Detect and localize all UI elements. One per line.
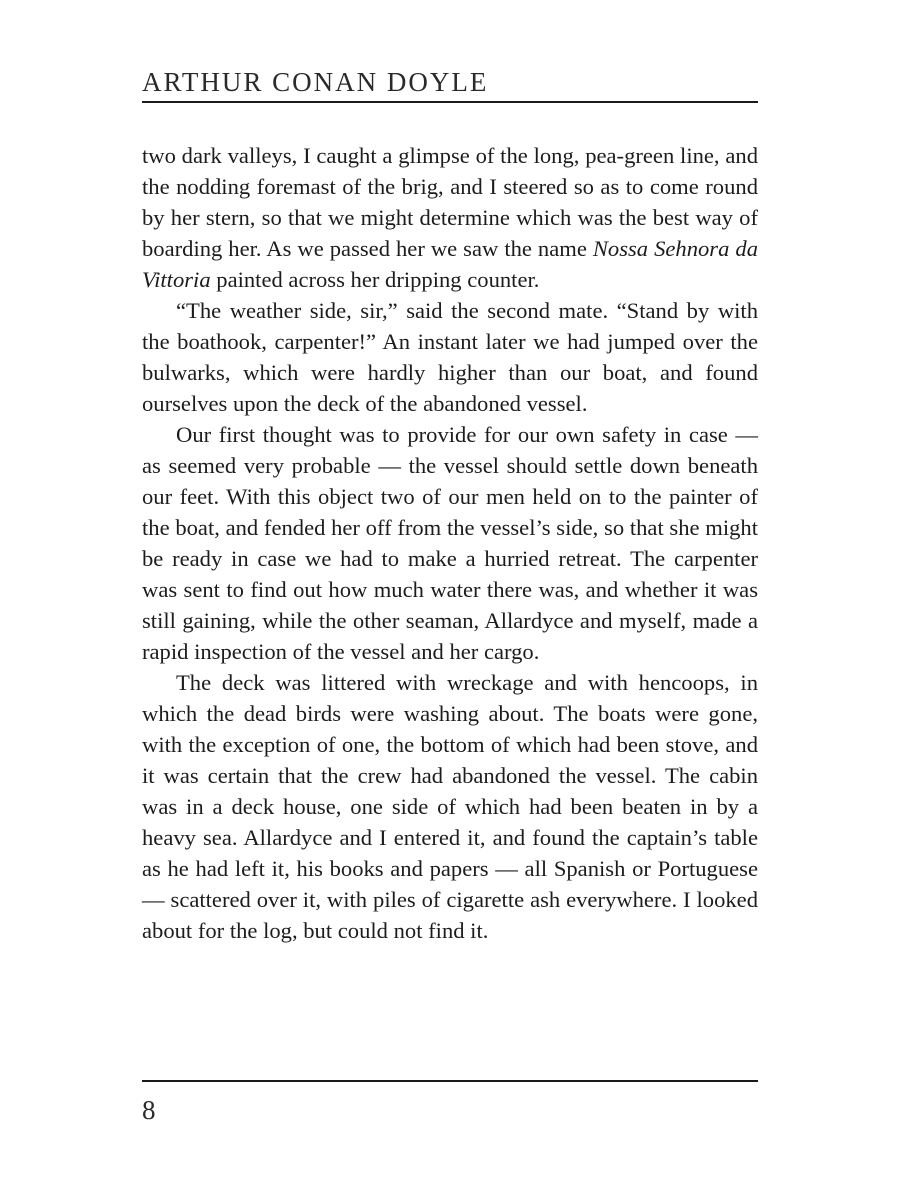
footer-rule: [142, 1080, 758, 1082]
paragraph-2: “The weather side, sir,” said the second mate. “Stand by with the boathook, carpenter!” An instant later we had jumped over the bulwarks, which were hardly higher than our boat, and found ourselves upon the deck of the abandoned vessel.: [142, 298, 758, 416]
paragraph-4: The deck was littered with wreckage and with hencoops, in which the dead birds were washing about. The boats were gone, with the exception of one, the bottom of which had been stove, and it was certain that the crew had abandoned the vessel. The cabin was in a deck house, one side of which had been beaten in by a heavy sea. Allardyce and I entered it, and found the captain’s table as he had left it, his books and papers — all Spanish or Portuguese — scattered over it, with piles of cigarette ash everywhere. I looked about for the log, but could not find it.: [142, 670, 758, 943]
paragraph-1-text-b: painted across her dripping counter.: [210, 267, 540, 292]
header-rule: [142, 101, 758, 103]
ship-name: Nossa Sehnora da Vittoria: [142, 236, 758, 292]
paragraph-3: Our first thought was to provide for our own safety in case — as seemed very probable — the vessel should settle down beneath our feet. With this object two of our men held on to the painter of the boat, and fended her off from the vessel’s side, so that she might be ready in case we had to make a hurried retreat. The carpenter was sent to find out how much water there was, and whether it was still gaining, while the other seaman, Allardyce and myself, made a rapid inspection of the vessel and her cargo.: [142, 422, 758, 664]
paragraph-1: [142, 140, 758, 295]
paragraph-1-text-a: two dark valleys, I caught a glimpse of the long, pea-green line, and the nodding foremast of the brig, and I steered so as to come round by her stern, so that we might determine which was the best way of boarding her. As we passed her we saw the name: [142, 143, 758, 261]
page-number: 8: [142, 1095, 156, 1125]
running-head: ARTHUR CONAN DOYLE: [142, 67, 489, 97]
body-text: [142, 140, 758, 946]
